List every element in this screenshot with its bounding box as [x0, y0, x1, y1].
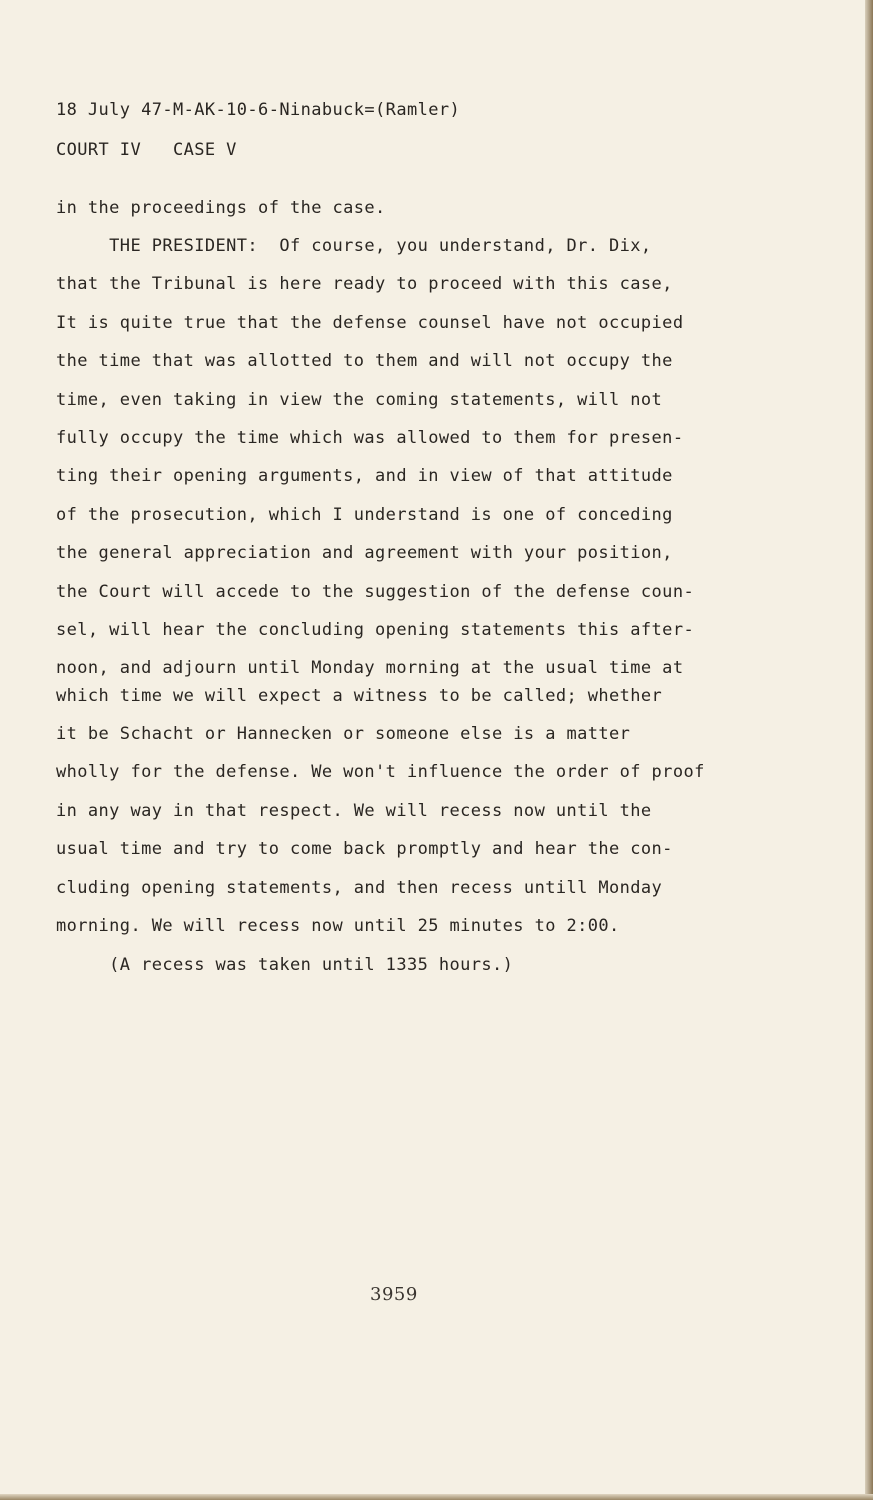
header-court-case-line: COURT IV CASE V: [56, 140, 237, 160]
page-number: 3959: [370, 1284, 418, 1305]
body-line-5: the time that was allotted to them and will not occupy the: [56, 351, 673, 371]
header-reference-line: 18 July 47-M-AK-10-6-Ninabuck=(Ramler): [56, 100, 461, 120]
body-line-14: which time we will expect a witness to be called; whether: [56, 686, 663, 706]
body-line-2: THE PRESIDENT: Of course, you understand, Dr. Dix,: [56, 236, 652, 256]
body-line-15: it be Schacht or Hannecken or someone else is a matter: [56, 724, 631, 744]
body-line-13: noon, and adjourn until Monday morning at the usual time at: [56, 658, 684, 678]
body-line-11: the Court will accede to the suggestion of the defense coun-: [56, 582, 695, 602]
body-line-12: sel, will hear the concluding opening statements this after-: [56, 620, 695, 640]
body-line-19: cluding opening statements, and then recess untill Monday: [56, 878, 663, 898]
body-line-4: It is quite true that the defense counsel have not occupied: [56, 313, 684, 333]
body-line-21: (A recess was taken until 1335 hours.): [56, 955, 514, 975]
page-edge-bottom: [0, 1494, 873, 1500]
body-line-20: morning. We will recess now until 25 minutes to 2:00.: [56, 916, 620, 936]
body-line-6: time, even taking in view the coming statements, will not: [56, 390, 663, 410]
body-line-17: in any way in that respect. We will recess now until the: [56, 801, 652, 821]
body-line-9: of the prosecution, which I understand is one of conceding: [56, 505, 673, 525]
body-line-1: in the proceedings of the case.: [56, 198, 386, 218]
body-line-7: fully occupy the time which was allowed to them for presen-: [56, 428, 684, 448]
body-line-18: usual time and try to come back promptly and hear the con-: [56, 839, 673, 859]
body-line-10: the general appreciation and agreement with your position,: [56, 543, 673, 563]
body-line-16: wholly for the defense. We won't influence the order of proof: [56, 762, 705, 782]
page-edge-right: [865, 0, 873, 1500]
body-line-8: ting their opening arguments, and in view of that attitude: [56, 466, 673, 486]
body-line-3: that the Tribunal is here ready to proceed with this case,: [56, 274, 673, 294]
